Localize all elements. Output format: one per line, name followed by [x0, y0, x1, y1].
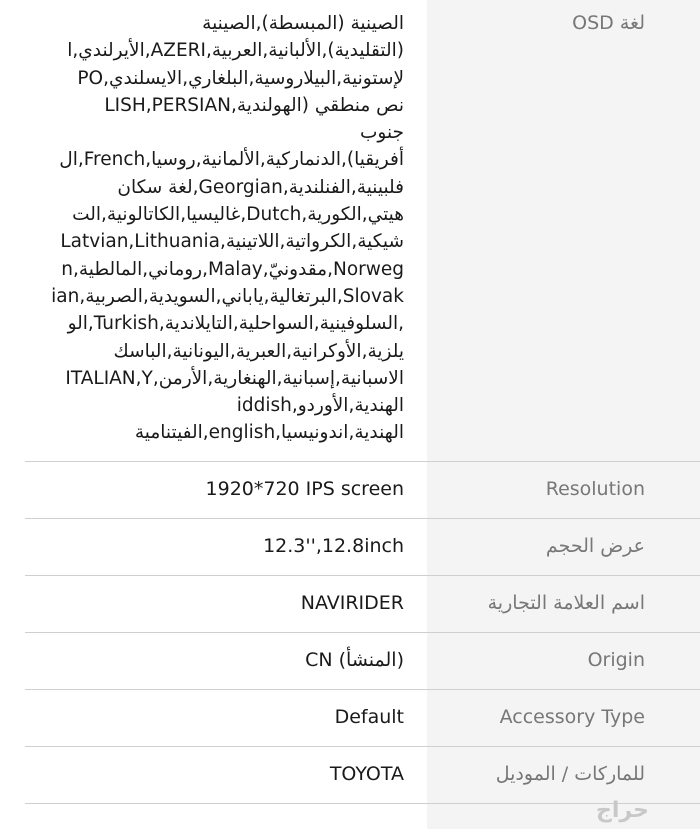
spec-value-accessory-type: Default — [334, 706, 404, 728]
spec-value-display-size: 12.3'',12.8inch — [263, 535, 404, 557]
spec-label-resolution: Resolution — [545, 478, 645, 500]
language-line: LISH,PERSIAN,نص منطقي (الهولندية — [104, 94, 404, 116]
spec-label-origin: Origin — [587, 649, 645, 671]
spec-row-origin — [0, 633, 700, 689]
spec-label-display-size: عرض الحجم — [545, 535, 645, 557]
spec-row-compatible-models — [0, 747, 700, 803]
spec-row-resolution — [0, 462, 700, 518]
spec-label-compatible-models: للماركات / الموديل — [495, 763, 645, 785]
language-line: لإستونية,البيلاروسية,البلغاري,الايسلندي,PO — [77, 67, 404, 89]
spec-value-compatible-models: TOYOTA — [329, 763, 404, 785]
spec-value-brand: NAVIRIDER — [300, 592, 404, 614]
language-line: n,روماني,المالطية,Malay,مقدونيّ,Norweg — [61, 258, 404, 280]
language-line: يلزية,الأوكرانية,العبرية,اليونانية,الباسك — [113, 340, 404, 362]
language-line: جنوب — [360, 122, 404, 144]
language-line: أفريقيا),الدنماركية,الألمانية,روسيا,French,ال — [59, 149, 404, 171]
spec-label-brand: اسم العلامة التجارية — [487, 592, 645, 614]
language-line: ,السلوفينية,السواحلية,التايلاندية,Turkish,الو — [67, 313, 404, 335]
spec-label-accessory-type: Accessory Type — [499, 706, 645, 728]
language-line: (التقليدية),الألبانية,العربية,AZERI,الأيرلندي,ا — [67, 40, 404, 62]
spec-value-origin: CN (المنشأ) — [305, 649, 404, 671]
spec-row-accessory-type — [0, 690, 700, 746]
language-line: ian,البرتغالية,ياباني,السويدية,الصربية,Slovak — [51, 285, 404, 307]
language-line: iddish,الهندية,الأوردو — [236, 395, 404, 417]
haraj-watermark: حراج — [596, 798, 649, 823]
spec-label-osd-language: لغة OSD — [572, 12, 645, 34]
language-line: فلبينية,الفنلندية,Georgian,لغة سكان — [117, 176, 404, 198]
language-line: شيكية,الكرواتية,اللاتينية,Latvian,Lithuania — [60, 231, 404, 253]
language-line: الاسبانية,إسبانية,الهنغارية,الأرمن,ITALIAN,Y — [65, 367, 404, 389]
spec-row-display-size — [0, 519, 700, 575]
spec-value-resolution: 1920*720 IPS screen — [205, 478, 404, 500]
spec-value-osd-language — [24, 10, 404, 447]
language-line: هيتي,الكورية,Dutch,غاليسيا,الكاتالونية,الت — [72, 204, 404, 226]
spec-row-brand — [0, 576, 700, 632]
language-line: الهندية,اندونيسيا,english,الفيتنامية — [134, 422, 404, 444]
language-line: الصينية (المبسطة),الصينية — [202, 13, 404, 34]
